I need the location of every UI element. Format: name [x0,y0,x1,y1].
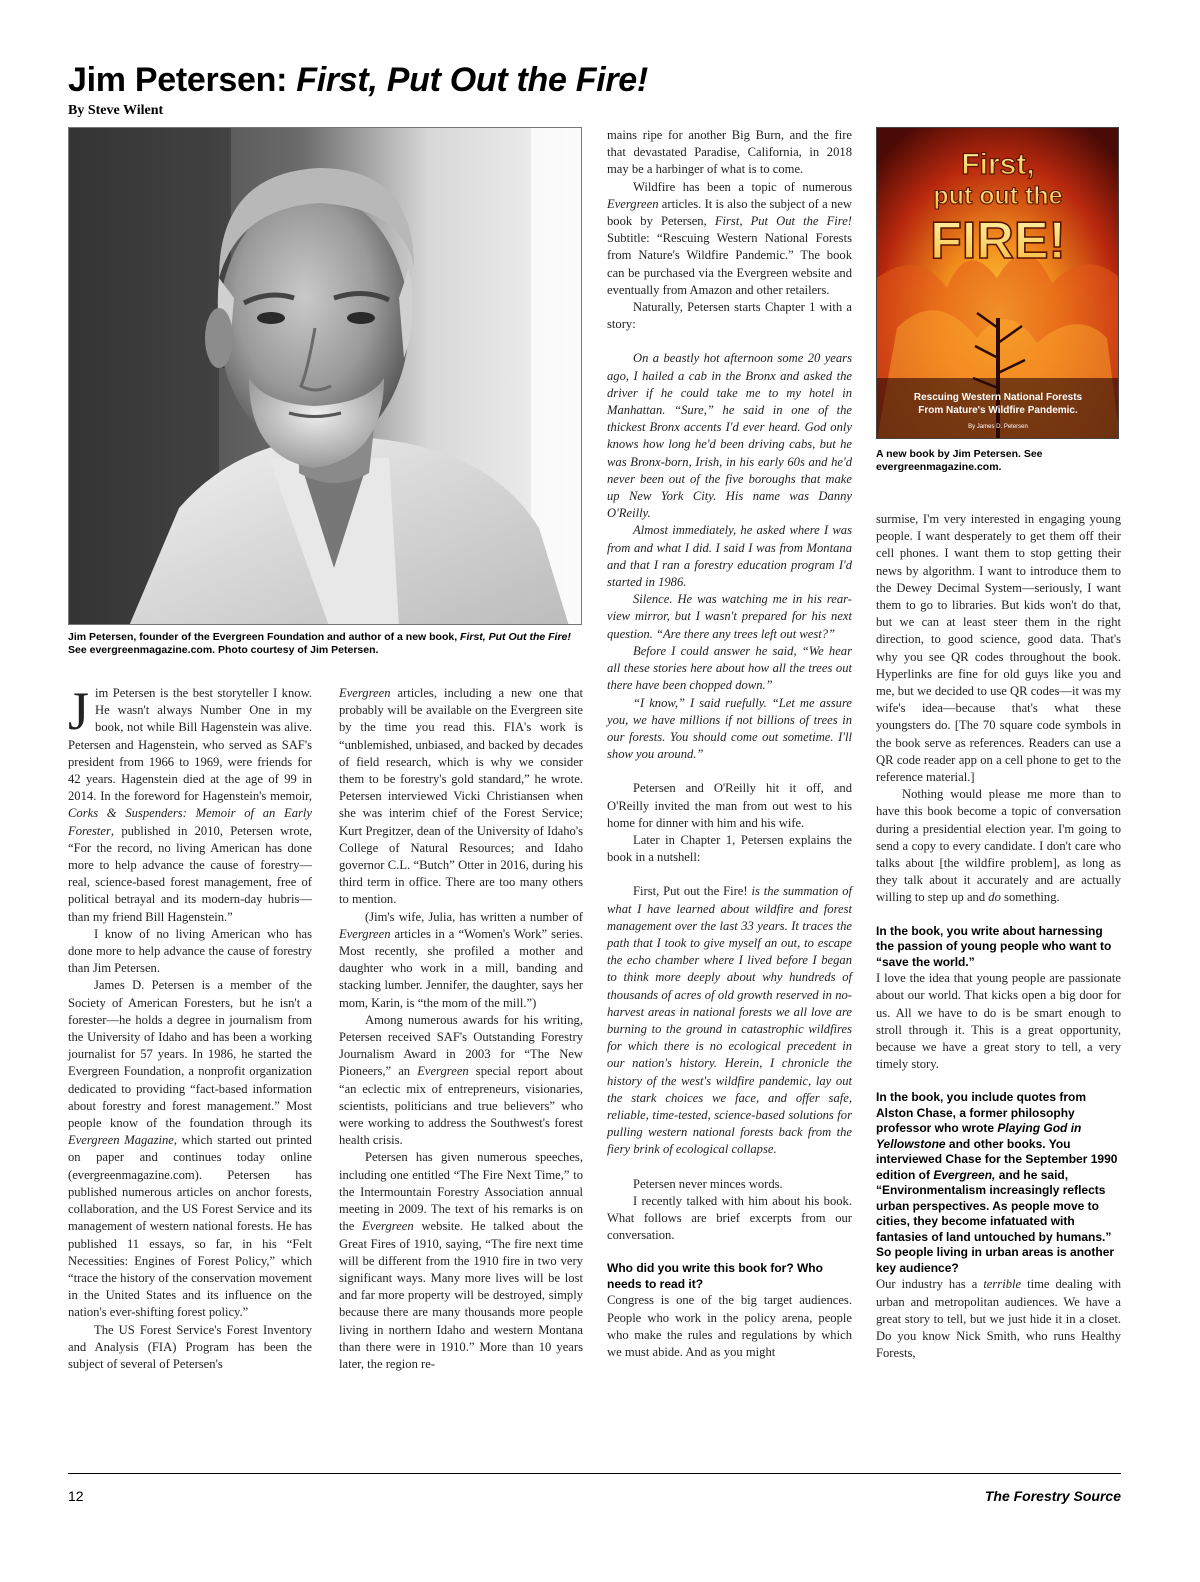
paragraph: Among numerous awards for his writing, Petersen received SAF's Outstanding Forestry Journalism Award in 2003 for “The New Pioneers,” an Evergreen special report about “an eclectic mix of entrepreneurs, visionaries, scientists, politicians and true believers” who were working to address the Southwest's forest health crisis. [339,1012,583,1148]
book-summary-excerpt [607,883,852,1158]
paragraph: (Jim's wife, Julia, has written a number of Evergreen articles in a “Women's Work” series. Most recently, she profiled a mother and daughter who work in a mill, banding and stacking lumber. Jennifer, the daughter, says her mom, Karin, is “the mom of the mill.”) [339,909,583,1010]
paragraph: The US Forest Service's Forest Inventory and Analysis (FIA) Program has been the subject of several of Petersen's [68,1322,312,1371]
paragraph: Petersen never minces words. [633,1176,783,1191]
paragraph: Later in Chapter 1, Petersen explains the book in a nutshell: [607,832,852,865]
excerpt-paragraph: Before I could answer he said, “We hear all these stories here about how all the trees out there have been chopped down.” [607,643,852,693]
paragraph: I recently talked with him about his book. What follows are brief excerpts from our conversation. [607,1193,852,1243]
excerpt-paragraph: On a beastly hot afternoon some 20 years ago, I hailed a cab in the Bronx and asked the driver if he could take me to my hotel in Manhattan. “Sure,” he said in one of the thickest Bronx accents I'd ever heard. God only knows how long he'd been driving cabs, but he was Bronx-born, Irish, in his early 60s and he'd never been out of the five boroughs that make up New York City. His name was Danny O'Reilly. [607,351,852,521]
interview-question: In the book, you include quotes from Alston Chase, a former philosophy professor who wrote Playing God in Yellowstone and other books. You interviewed Chase for the September 1990 edition of Evergreen, and he said, “Environmentalism increasingly reflects urban perspectives. As people move to cities, they become infatuated with fantasies of land untouched by humans.” So people living in urban areas is another key audience? [876,1090,1118,1275]
publication-name: The Forestry Source [984,1488,1121,1504]
article-column-2 [339,685,583,1373]
interview-answer: Our industry has a terrible time dealing with urban and metropolitan audiences. We have a great story to tell, but we just hide it in a closet. Do you know Nick Smith, who runs Healthy Forests, [876,1277,1121,1361]
author-photo [68,127,582,625]
paragraph: I know of no living American who has done more to help advance the cause of forestry than Jim Petersen. [68,926,312,976]
interview-question: Who did you write this book for? Who needs to read it? [607,1261,823,1291]
page-number: 12 [68,1488,84,1504]
book-cover-image [876,127,1119,439]
photo-caption: Jim Petersen, founder of the Evergreen Foundation and author of a new book, First, Put Out the Fire! See evergreenmagazine.com. Photo courtesy of Jim Petersen. [68,631,571,656]
paragraph: mains ripe for another Big Burn, and the fire that devastated Paradise, California, in 2018 may be a harbinger of what is to come. [607,128,852,177]
article-column-3 [607,127,852,1361]
footer-rule [68,1473,1121,1474]
book-caption: A new book by Jim Petersen. See evergreenmagazine.com. [876,448,1043,473]
excerpt-paragraph: Almost immediately, he asked where I was from and what I did. I said I was from Montana and that I ran a forestry education program I'd started in 1986. [607,523,852,590]
cover-author: By James D. Petersen [968,424,1028,430]
drop-cap: J [68,681,90,741]
interview-question: In the book, you write about harnessing the passion of young people who want to “save the world.” [876,923,1112,969]
cover-title-line-2: put out the [933,182,1063,210]
paragraph: James D. Petersen is a member of the Society of American Foresters, but he isn't a forester—he holds a degree in journalism from the University of Idaho and has been a working journalist for 57 years. In 1986, he started the Evergreen Foundation, a nonprofit organization dedicated to providing “fact-based information about forestry and forest management.” Most people know of the foundation through its Evergreen Magazine, which started out printed on paper and continues today online (evergreenmagazine.com). Petersen has published numerous articles on anchor forests, collaboration, and the US Forest Service and its management of western national forests. He has published 11 essays, so far, in his “Felt Necessities: Engines of Forest Policy,” which “trace the history of the conservation movement in the United States and its influence on the nation's ever-shifting forest policy.” [68,978,312,1320]
paragraph: Naturally, Petersen starts Chapter 1 with a story: [607,300,852,332]
excerpt-paragraph: First, Put out the Fire! is the summation of what I have learned about wildfire and forest management over the last 33 years. It traces the path that I took to give myself an out, to escape the echo chamber where I lived before I began to think more deeply about why hundreds of thousands of acres of old growth reserved in no-harvest areas in national forests we all love are burning to the ground in catastrophic wildfires for which there is no ecological precedent in our nation's history. Herein, I chronicle the history of the west's wildfire pandemic, lay out the stark choices we face, and offer safe, reliable, time-tested, science-based solutions for pulling western national forests back from the fiery brink of ecological collapse. [607,884,852,1157]
excerpt-paragraph: Silence. He was watching me in his rear-view mirror, but I wasn't prepared for his next question. “Are there any trees left out west?” [607,592,852,641]
interview-answer: I love the idea that young people are passionate about our world. That kicks open a big door for us. All we have to do is be smart enough to stroll through it. This is a great opportunity, because we have a great story to tell, a very timely story. [876,971,1121,1072]
interview-answer: surmise, I'm very interested in engaging young people. I want desperately to get them off their cell phones. I want them to stop getting their news by algorithm. I want to introduce them to the Dewey Decimal System—seriously, I want them to go to libraries. But kids won't do that, but we can at least steer them in the right direction, to good science, good data. That's why you see QR codes throughout the book. Hyperlinks are fine for old guys like you and me, but we decided to use QR codes—it was my wife's idea—because that's what these youngsters do. [The 70 square code symbols in the book serve as references. Readers can use a QR code reader app on a cell phone to get to the reference material.] [876,512,1121,785]
paragraph: Petersen and O'Reilly hit it off, and O'Reilly invited the man from out west to his home for dinner with him and his wife. [607,781,852,830]
article-column-1 [68,681,312,1373]
intro-paragraph: Jim Petersen is the best storyteller I know. He wasn't always Number One in my book, not while Bill Hagenstein was alive. Petersen and Hagenstein, who served as SAF's president from 1966 to 1969, were friends for 42 years. Hagenstein died at the age of 99 in 2014. In the foreword for Hagenstein's memoir, Corks & Suspenders: Memoir of an Early Forester, published in 2010, Petersen wrote, “For the record, no living American has done more to help advance the cause of forestry—real, science-based forest management, free of political betrayal and its modern-day hubris—than my friend Bill Hagenstein.” [68,681,312,924]
cover-title-line-1: First, [961,148,1035,181]
cover-subtitle-line-1: Rescuing Western National Forests [913,392,1083,403]
book-excerpt [607,350,852,763]
byline: By Steve Wilent [68,103,164,118]
article-column-4 [876,511,1121,1362]
cover-title-line-3: FIRE! [930,212,1066,270]
paragraph: Evergreen articles, including a new one that probably will be available on the Evergreen site by the time you read this. FIA's work is “unblemished, unbiased, and backed by decades of field research, which is why we consider them to be forestry's gold standard,” he wrote. Petersen interviewed Vicki Christiansen when she was interim chief of the Forest Service; Kurt Pregitzer, dean of the University of Idaho's College of Natural Resources; and Idaho governor C.L. “Butch” Otter in 2016, during his third term in office. There are too many others to mention. [339,686,583,907]
article-headline: Jim Petersen: First, Put Out the Fire! [68,61,648,99]
interview-answer: Congress is one of the big target audiences. People who work in the policy arena, people who make the rules and regulations by which we must abide. And as you might [607,1293,852,1359]
cover-subtitle-line-2: From Nature's Wildfire Pandemic. [918,405,1078,416]
paragraph: Petersen has given numerous speeches, including one entitled “The Fire Next Time,” to the Intermountain Forestry Association annual meeting in 2009. The text of his remarks is on the Evergreen website. He talked about the Great Fires of 1910, saying, “The fire next time will be different from the 1910 fire in two very significant ways. Many more lives will be lost and far more property will be destroyed, simply because there are many thousands more people living in northern Idaho and western Montana than there were in 1910.” More than 10 years later, the region re- [339,1150,583,1371]
interview-answer: Nothing would please me more than to have this book become a topic of conversation during a presidential election year. I'm going to send a copy to every candidate. I don't care who talks about [the wildfire problem], as long as they talk about it accurately and are actually willing to step up and do something. [876,787,1121,905]
paragraph: Wildfire has been a topic of numerous Evergreen articles. It is also the subject of a new book by Petersen, First, Put Out the Fire! Subtitle: “Rescuing Western National Forests from Nature's Wildfire Pandemic.” The book can be purchased via the Evergreen website and eventually from Amazon and other retailers. [607,179,852,297]
excerpt-paragraph: “I know,” I said ruefully. “Let me assure you, we have millions if not billions of trees in our forests. You should come out sometime. I'll show you around.” [607,695,852,762]
